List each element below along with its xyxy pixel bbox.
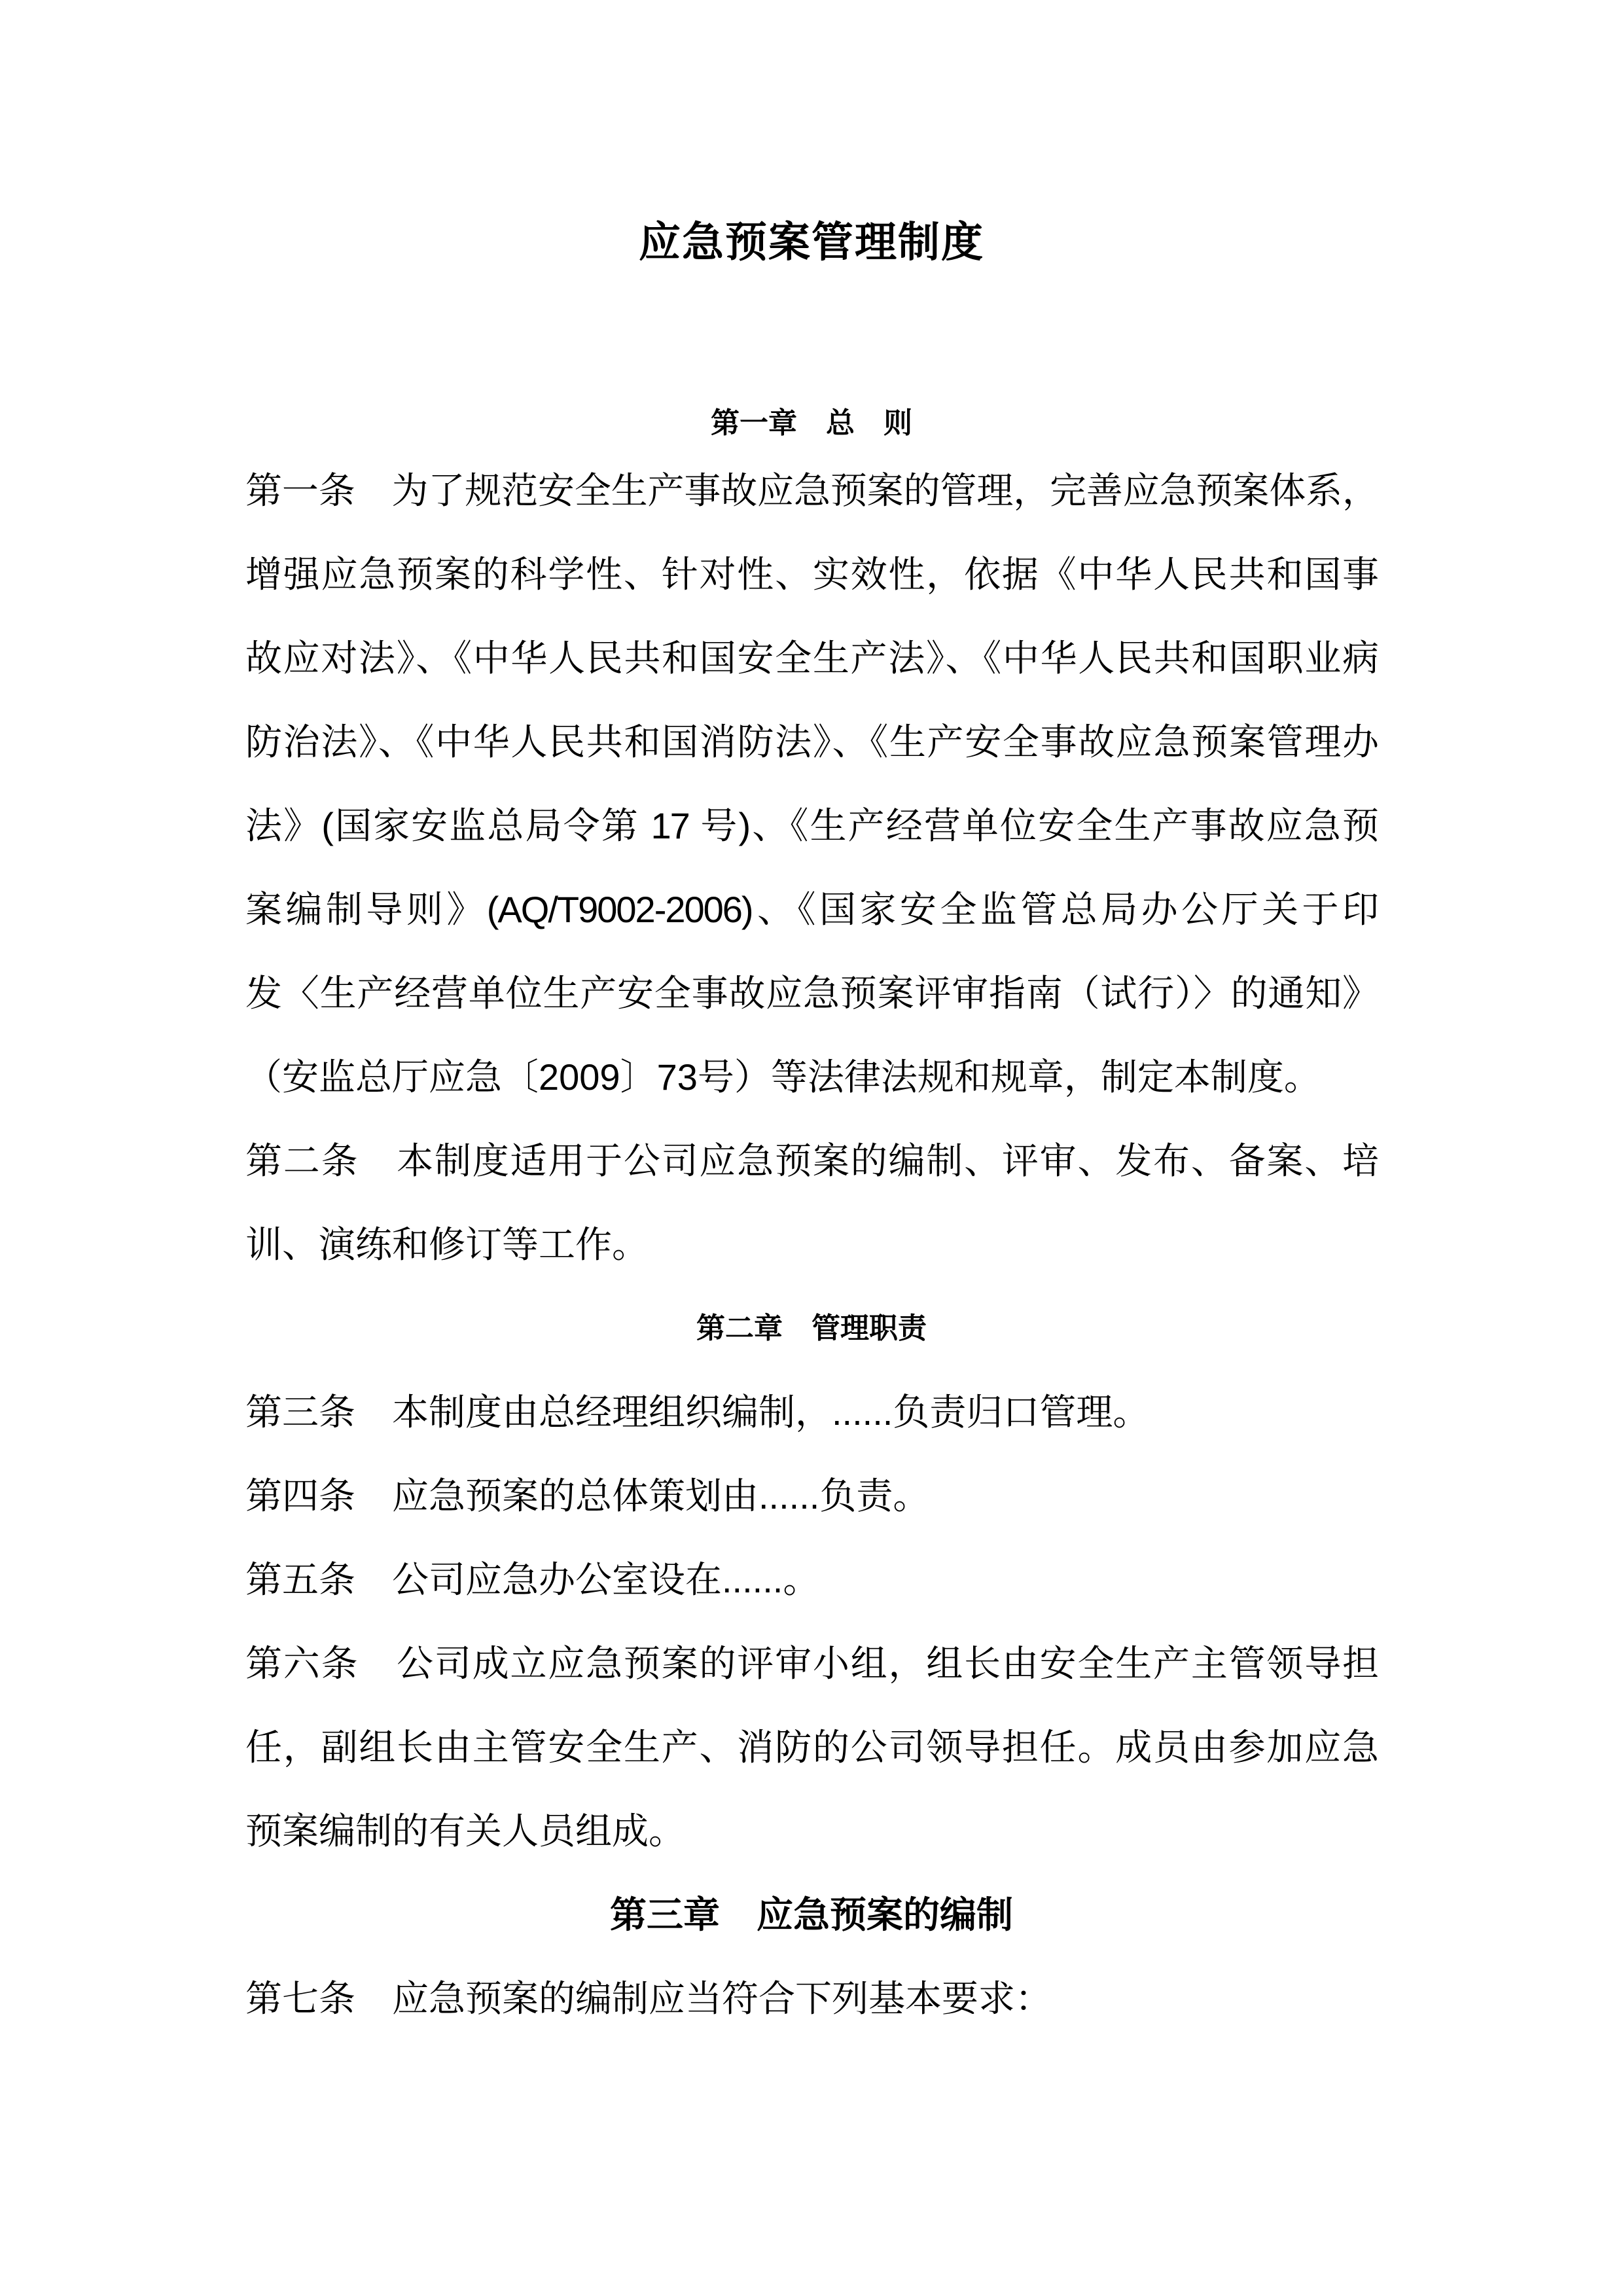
article-5-line: 第五条 公司应急办公室设在......。: [245, 1559, 820, 1600]
article-1-line-7: 发〈生产经营单位生产安全事故应急预案评审指南（试行）〉的通知》: [245, 973, 1378, 1014]
document-title: 应急预案管理制度: [639, 219, 984, 266]
article-2-line-1: 第二条 本制度适用于公司应急预案的编制、评审、发布、备案、培: [245, 1140, 1378, 1181]
article-6-line-1: 第六条 公司成立应急预案的评审小组，组长由安全生产主管领导担: [245, 1643, 1378, 1684]
article-1-line-2: 增强应急预案的科学性、针对性、实效性，依据《中华人民共和国事: [245, 554, 1378, 595]
chapter-2-heading: 第二章 管理职责: [696, 1312, 927, 1344]
article-7-line: 第七条 应急预案的编制应当符合下列基本要求：: [245, 1978, 1052, 2019]
article-1-line-6: 案编制导则》(AQ/T9002-2006)、《国家安全监管总局办公厅关于印: [245, 889, 1378, 930]
article-1-line-5: 法》(国家安监总局令第 17 号)、《生产经营单位安全生产事故应急预: [245, 805, 1378, 846]
article-1-line-3: 故应对法》、《中华人民共和国安全生产法》、《中华人民共和国职业病: [245, 637, 1378, 679]
article-6-line-3: 预案编制的有关人员组成。: [245, 1810, 685, 1852]
article-1-line-4: 防治法》、《中华人民共和国消防法》、《生产安全事故应急预案管理办: [245, 721, 1378, 762]
chapter-1-heading: 第一章 总 则: [711, 407, 912, 439]
article-4-line: 第四条 应急预案的总体策划由......负责。: [245, 1475, 930, 1516]
article-1-line-1: 第一条 为了规范安全生产事故应急预案的管理，完善应急预案体系，: [245, 470, 1378, 511]
chapter-3-heading: 第三章 应急预案的编制: [610, 1894, 1013, 1935]
article-6-line-2: 任，副组长由主管安全生产、消防的公司领导担任。成员由参加应急: [245, 1727, 1378, 1768]
article-3-line: 第三条 本制度由总经理组织编制，......负责归口管理。: [245, 1391, 1150, 1433]
document-body: [245, 449, 1378, 2041]
article-1-line-8: （安监总厅应急〔2009〕73号）等法律法规和规章，制定本制度。: [245, 1056, 1321, 1098]
article-2-line-2: 训、演练和修订等工作。: [245, 1224, 649, 1265]
